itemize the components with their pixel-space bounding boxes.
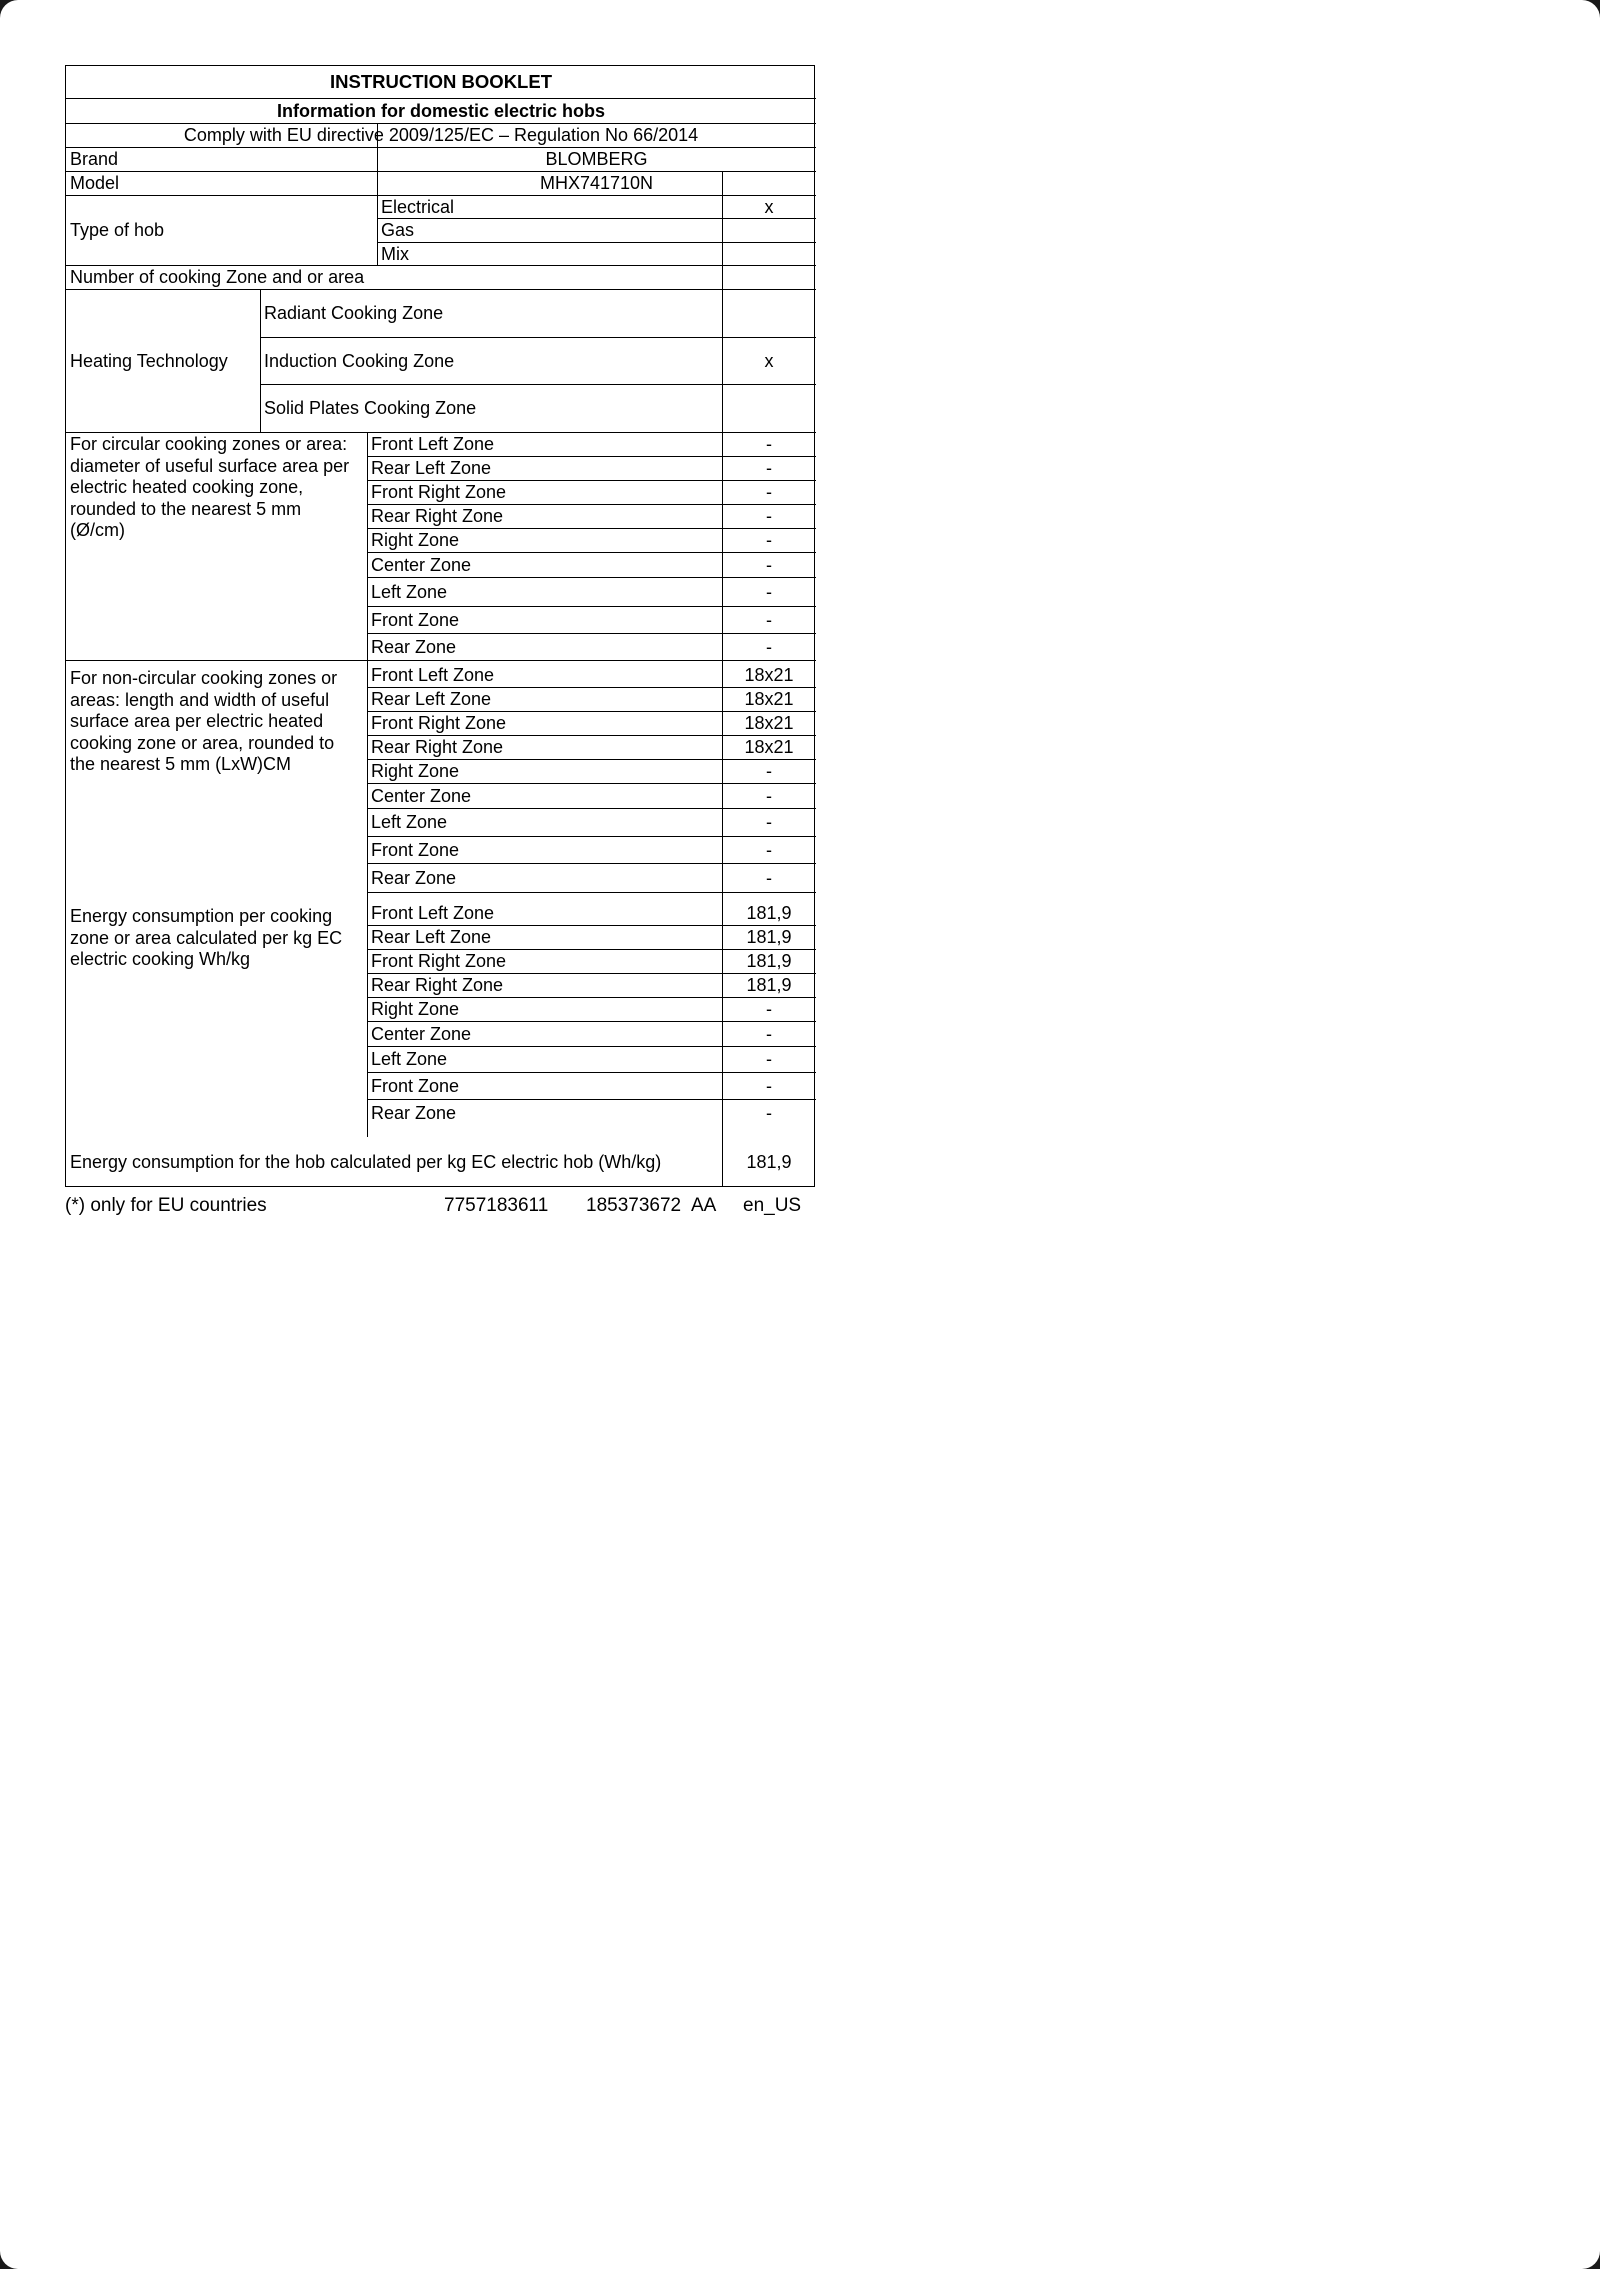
zone-name: Rear Zone xyxy=(371,867,457,888)
zone-value: - xyxy=(766,609,772,630)
document xyxy=(65,65,815,1216)
zone-value: - xyxy=(766,458,772,478)
zone-value: - xyxy=(766,434,772,454)
directive-text: Comply with EU directive 2009/125/EC – Regulation No 66/2014 xyxy=(183,125,699,145)
heating-option: Solid Plates Cooking Zone xyxy=(264,398,477,418)
zone-name: Front Zone xyxy=(371,839,460,860)
energy-zone-label: Energy consumption per cooking zone or area calculated per kg EC electric cooking Wh/kg xyxy=(70,906,343,969)
spec-table xyxy=(65,65,815,1187)
zone-value: 18x21 xyxy=(744,737,794,757)
zone-name: Front Zone xyxy=(371,1075,460,1096)
zone-value: - xyxy=(766,1023,772,1044)
hob-type-option: Gas xyxy=(381,220,415,240)
rule xyxy=(367,808,816,809)
booklet-title: INSTRUCTION BOOKLET xyxy=(330,71,552,92)
circular-label: For circular cooking zones or area: diameter of useful surface area per electric heated cooking zone, rounded to the nearest 5 mm (Ø/cm) xyxy=(70,434,350,540)
hob-type-option: Electrical xyxy=(381,197,455,217)
heating-option: Radiant Cooking Zone xyxy=(264,303,444,323)
heating-mark: x xyxy=(764,351,774,371)
zone-value: - xyxy=(766,812,772,832)
zone-value: - xyxy=(766,554,772,575)
rule xyxy=(367,633,816,634)
rule xyxy=(66,289,816,290)
zone-value: - xyxy=(766,1075,772,1096)
zone-value: 181,9 xyxy=(746,951,792,971)
zone-value: - xyxy=(766,506,772,526)
zone-name: Center Zone xyxy=(371,1023,472,1044)
rule xyxy=(367,1072,816,1073)
rule xyxy=(367,863,816,864)
zone-value: 181,9 xyxy=(746,903,792,923)
zone-name: Right Zone xyxy=(371,999,460,1019)
hob-type-label: Type of hob xyxy=(70,220,165,240)
footer xyxy=(65,1192,815,1222)
brand-value: BLOMBERG xyxy=(545,149,648,169)
zone-name: Rear Zone xyxy=(371,1103,457,1123)
footer-note: (*) only for EU countries xyxy=(65,1195,267,1216)
zone-name: Rear Right Zone xyxy=(371,975,504,995)
zone-name: Front Left Zone xyxy=(371,665,495,685)
zone-value: - xyxy=(766,581,772,602)
model-label: Model xyxy=(70,173,120,193)
zone-name: Left Zone xyxy=(371,812,448,832)
zone-value: - xyxy=(766,636,772,657)
zone-name: Center Zone xyxy=(371,554,472,575)
hob-type-mark: x xyxy=(764,197,774,217)
rule xyxy=(377,218,816,219)
zone-name: Center Zone xyxy=(371,785,472,806)
zone-value: - xyxy=(766,530,772,550)
rule xyxy=(367,1099,816,1100)
zone-name: Rear Left Zone xyxy=(371,689,492,709)
zone-value: - xyxy=(766,1103,772,1123)
zones-count-label: Number of cooking Zone and or area xyxy=(70,267,365,287)
rule xyxy=(260,289,261,432)
zone-name: Right Zone xyxy=(371,761,460,781)
model-value: MHX741710N xyxy=(539,173,654,193)
zone-value: 18x21 xyxy=(744,713,794,733)
rule xyxy=(66,660,816,661)
zone-value: 18x21 xyxy=(744,665,794,685)
heating-label: Heating Technology xyxy=(70,351,228,371)
zone-name: Front Right Zone xyxy=(371,482,507,502)
zone-value: - xyxy=(766,867,772,888)
non-circular-label: For non-circular cooking zones or areas: length and width of useful surface area per electric heated cooking zone or area, rounded to the nearest 5 mm (LxW)CM xyxy=(70,668,338,774)
rule xyxy=(367,432,368,1137)
rule xyxy=(367,892,816,893)
booklet-subtitle: Information for domestic electric hobs xyxy=(276,101,606,121)
zone-value: - xyxy=(766,482,772,502)
energy-total-value: 181,9 xyxy=(746,1152,792,1172)
rule xyxy=(260,337,816,338)
rule xyxy=(377,242,816,243)
zone-name: Rear Zone xyxy=(371,636,457,657)
footer-code-2: 185373672 xyxy=(586,1195,682,1216)
zone-value: 181,9 xyxy=(746,927,792,947)
footer-code-1: 7757183611 xyxy=(444,1195,549,1216)
zone-name: Front Left Zone xyxy=(371,903,495,923)
rule xyxy=(260,384,816,385)
zone-name: Right Zone xyxy=(371,530,460,550)
zone-name: Front Right Zone xyxy=(371,951,507,971)
zone-name: Front Right Zone xyxy=(371,713,507,733)
zone-name: Rear Right Zone xyxy=(371,506,504,526)
heating-option: Induction Cooking Zone xyxy=(264,351,455,371)
rule xyxy=(367,606,816,607)
zone-name: Left Zone xyxy=(371,1049,448,1069)
energy-total-label: Energy consumption for the hob calculated per kg EC electric hob (Wh/kg) xyxy=(70,1152,662,1172)
zone-name: Rear Right Zone xyxy=(371,737,504,757)
zone-name: Rear Left Zone xyxy=(371,458,492,478)
hob-type-option: Mix xyxy=(381,244,409,264)
footer-locale: en_US xyxy=(743,1195,802,1216)
rule xyxy=(367,577,816,578)
zone-value: 181,9 xyxy=(746,975,792,995)
zone-name: Left Zone xyxy=(371,581,448,602)
zone-name: Front Left Zone xyxy=(371,434,495,454)
zone-value: - xyxy=(766,785,772,806)
zone-name: Rear Left Zone xyxy=(371,927,492,947)
zone-value: - xyxy=(766,761,772,781)
zone-value: - xyxy=(766,1049,772,1069)
zone-value: - xyxy=(766,839,772,860)
footer-revision: AA xyxy=(691,1195,717,1216)
brand-label: Brand xyxy=(70,149,119,169)
zone-value: - xyxy=(766,999,772,1019)
zone-name: Front Zone xyxy=(371,609,460,630)
zone-value: 18x21 xyxy=(744,689,794,709)
rule xyxy=(367,836,816,837)
